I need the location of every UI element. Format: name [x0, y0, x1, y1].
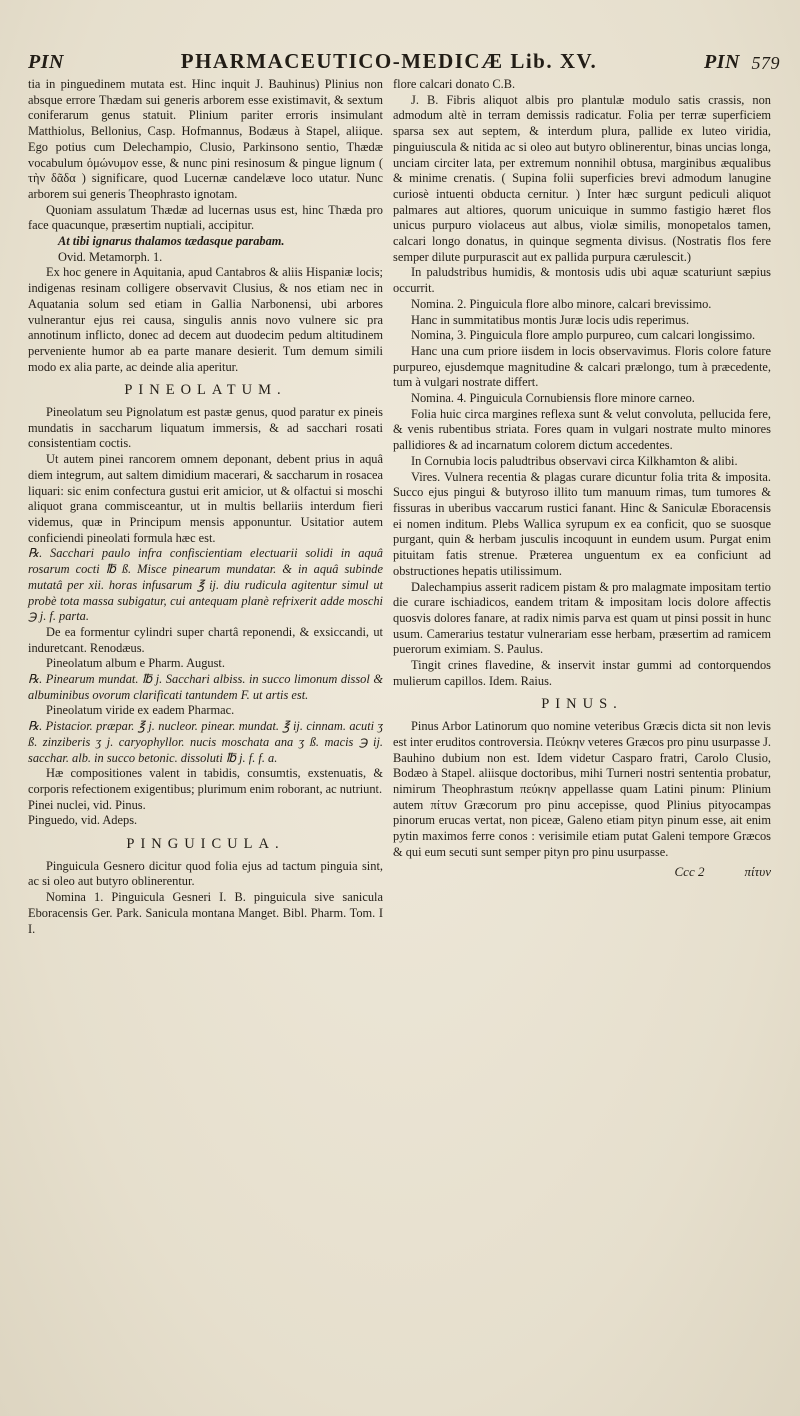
running-header — [28, 42, 780, 74]
paragraph: Nomina. 4. Pinguicula Cornubiensis flore minore carneo. — [411, 391, 695, 406]
paragraph: Quoniam assulatum Thædæ ad lucernas usus est, hinc Thæda pro face quacunque, præsertim nuptiali, accipitur. — [28, 202, 383, 233]
paragraph: Hanc in summitatibus montis Juræ locis udis reperimus. — [411, 312, 690, 327]
paragraph: Hanc una cum priore iisdem in locis observavimus. Floris colore fature purpureo, ejusdemque magnitudine & calcari prælongo, tum à præcedente, tum à vulgari nostrate differt. — [393, 343, 771, 390]
paragraph: Pineolatum album e Pharm. August. — [46, 656, 225, 671]
paragraph: Nomina, 3. Pinguicula flore amplo purpureo, cum calcari longissimo. — [411, 328, 756, 343]
paragraph: Ex hoc genere in Aquitania, apud Cantabros & aliis Hispaniæ locis; indigenas resinam colligere observavit Clusius, & nos etiam nec in Aquatania solum sed etiam in Gallia Narbonensi, ubi arbores vulnerantur ejus rei causa, singulis annis novo vulnere sic pra annotinum inflicto, donec ad decem aut duodecim pedum altitudinem perveniente humor ab ea parte manare desierit. Tum demum simili modo ex alia parte, ac deinde alia aperitur. — [28, 265, 383, 374]
paragraph: J. B. Fibris aliquot albis pro plantulæ modulo satis crassis, non admodum altè in terram demissis radicatur. Folia per terræ superficiem sparsa sex aut septem, & interdum plura, pallide ex luteo viridia, pinguiuscula & nitida ac si oleo aut butyro oblinerentur, binas uncias longa, unciam circiter lata, per extremum nonnihil obtusa, marginibus æqualibus & minime crenatis. ( Supina folii superficies brevi admodum lanugine curiosè intuenti obducta cernitur. ) Inter hæc surgunt pediculi aliquot palmares aut altiores, quorum unicuique in summo fastigio hæret flos unicus purpuro violaceus aut albus, violæ similis, monopetalos tamen, calcari longo donatus, in quinque segmenta divisus. (Nostratis flos fere semper dilute purpurascit aut ex pallida purpura cærulescit.) — [393, 92, 771, 264]
paragraph: Dalechampius asserit radicem pistam & pro malagmate impositam tertio die curare ischiadicos, eandem tritam & impositam locis dolore affectis quosvis dolores fanare, at radix nimis parva est quam ut pinsi possit in hunc usum. Camerarius testatur vulnerariam esse herbam, præsertim ad ramicem puerorum eximiam. S. Paulus. — [393, 579, 771, 657]
signature-line — [393, 864, 771, 880]
paragraph: At tibi ignarus thalamos tædasque parabam. — [58, 234, 285, 249]
paragraph: Pinguicula Gesnero dicitur quod folia ejus ad tactum pinguia sint, ac si oleo aut butyro oblinerentur. — [28, 858, 383, 889]
paragraph: tia in pinguedinem mutata est. Hinc inquit J. Bauhinus) Plinius non absque errore Thædam sui generis arborem esse existimavit, & sextum coniferarum genus statuit. Plinium pariter erroris insimulant Matthiolus, Bellonius, Casp. Hofmannus, Bodæus à Stapel, aliique. Ego potius cum Delechampio, Clusio, Parkinsono sentio, Thædæ vocabulum ὁμώνυμον esse, & nunc pini resinosum & pingue lignum ( τὴν δᾶδα ) significare, quod Lucernæ candelæve loco utatur. Nunc arborem sui generis Theophrasto ignotam. — [28, 77, 383, 201]
paragraph: ℞. Pistacior. præpar. ℥ j. nucleor. pinear. mundat. ℥ ij. cinnam. acuti ʒ ß. zinziberis ʒ j. caryophyllor. nucis moschata ana ʒ ß. macis ℈ ij. sacchar. alb. in succo betonic. dissoluti ℔ j. f. f. a. — [28, 719, 383, 765]
paragraph: Nomina. 2. Pinguicula flore albo minore, calcari brevissimo. — [411, 296, 712, 311]
header-right: PIN — [704, 51, 740, 73]
paragraph: ℞. Sacchari paulo infra confiscientiam electuarii solidi in aquâ rosarum cocti ℔ ß. Misce pinearum mundatar. & in aquâ subinde mutatâ per xii. horas infusarum ℥ ij. diu rudicula agitentur simul ut probè tota massa subigatur, cui antequam planè refrixerit adde moschi ℈ j. f. parta. — [28, 546, 383, 624]
paragraph: De ea formentur cylindri super chartâ reponendi, & exsiccandi, ut induretcant. Renodæus. — [28, 624, 383, 655]
paragraph: In paludstribus humidis, & montosis udis ubi aquæ scaturiunt sæpius occurrit. — [393, 265, 771, 296]
paragraph: flore calcari donato C.B. — [393, 77, 516, 91]
paragraph: ℞. Pinearum mundat. ℔ j. Sacchari albiss. in succo limonum dissol & albuminibus ovorum clarificati tantundem F. ut artis est. — [28, 672, 383, 702]
catchword: πίτυν — [744, 864, 771, 880]
paragraph: Nomina 1. Pinguicula Gesneri I. B. pinguicula sive sanicula Eboracensis Ger. Park. Sanicula montana Manget. Bibl. Pharm. Tom. I I. — [28, 890, 383, 936]
paragraph: Vires. Vulnera recentia & plagas curare dicuntur folia trita & imposita. Succo ejus pingui & butyroso illito tum manuum rimas, tum tumores & fissuras in uberibus vaccarum rustici fanant. Hinc & Saniculæ Eboracensis ei nomen inditum. Plebs Wallica syrupum ex ea conficit, quo se suosque purgant, quin & herbam jusculis incoquunt in eundem usum. Purgat enim pituitam fatis strenue. Præterea unguentum ex ea conficiunt ad obstructiones hepatis utilissimum. — [393, 469, 771, 578]
paragraph: Tingit crines flavedine, & inservit instar gummi ad contorquendos mulierum capillos. Idem. Raius. — [393, 658, 771, 688]
page-number: 579 — [751, 53, 780, 73]
header-title: PHARMACEUTICO-MEDICÆ Lib. XV. — [180, 49, 598, 73]
paragraph: Pinguedo, vid. Adeps. — [28, 813, 138, 828]
section-heading-pineolatum: PINEOLATUM. — [124, 382, 287, 399]
section-heading-pinus: PINUS. — [541, 696, 623, 713]
section-heading-pinguicula: PINGUICULA. — [126, 836, 285, 853]
paragraph: Pinus Arbor Latinorum quo nomine veteribus Græcis dicta sit non levis est inter eruditos controversia. Πεύκην veteres Græcos pro pinu usurpasse J. Bauhino dubium non est. Idem videtur Casparo fratri, Carolo Clusio, Bodæo à Stapel. aliisque doctoribus, mihi Turneri nostri sententia probatur, nimirum Theophrastum πεύκην appellasse quam Latini pinum: Plinium autem πίτυν Græcorum pro pinu accepisse, quod Plinius pityocampas pinorum erucas vertat, non piceæ, Galeno etiam pityn pinum esse, ait enim pytin maximos ferre conos : verisimile etiam putat Galeni tempore Græcos & qui eum secuti sunt semper pityn pro pinu usurpasse. — [393, 719, 771, 859]
left-column — [28, 77, 383, 937]
paragraph: Folia huic circa margines reflexa sunt & velut convoluta, pellucida fere, & venis rubentibus striata. Fores quam in vulgari nostrate multo minores pallidiores & ad incarnatum colorem dictum accedentes. — [393, 406, 771, 453]
paragraph: Pineolatum viride ex eadem Pharmac. — [46, 703, 235, 718]
paragraph: Pinei nuclei, vid. Pinus. — [28, 797, 146, 812]
paragraph: Pineolatum seu Pignolatum est pastæ genus, quod paratur ex pineis mundatis in saccharum liquatum immersis, & ad sacchari rosati consistentiam coctis. — [28, 405, 383, 451]
paragraph: Hæ compositiones valent in tabidis, consumtis, exstenuatis, & corporis refectionem exigentibus; plurimum enim roborant, ac nutriunt. — [28, 766, 383, 796]
right-column — [393, 77, 771, 880]
signature-mark: Ccc 2 — [674, 864, 705, 880]
paragraph: In Cornubia locis paludtribus observavi circa Kilkhamton & alibi. — [411, 453, 738, 468]
header-left: PIN — [28, 51, 64, 73]
paragraph: Ovid. Metamorph. 1. — [58, 249, 163, 264]
paragraph: Ut autem pinei rancorem omnem deponant, debent prius in aquâ diem integrum, aut saltem dimidium macerari, & saccharum in rosacea liquari: sic enim confectura gustui erit amicior, ut & olfactui si moschi aliquot grana commisceantur, ut in multis bellariis interdum fieri videmus, quæ in Principum mensis apponuntur. Usitatior autem conficiendi pineolati formula hæc est. — [28, 452, 383, 545]
